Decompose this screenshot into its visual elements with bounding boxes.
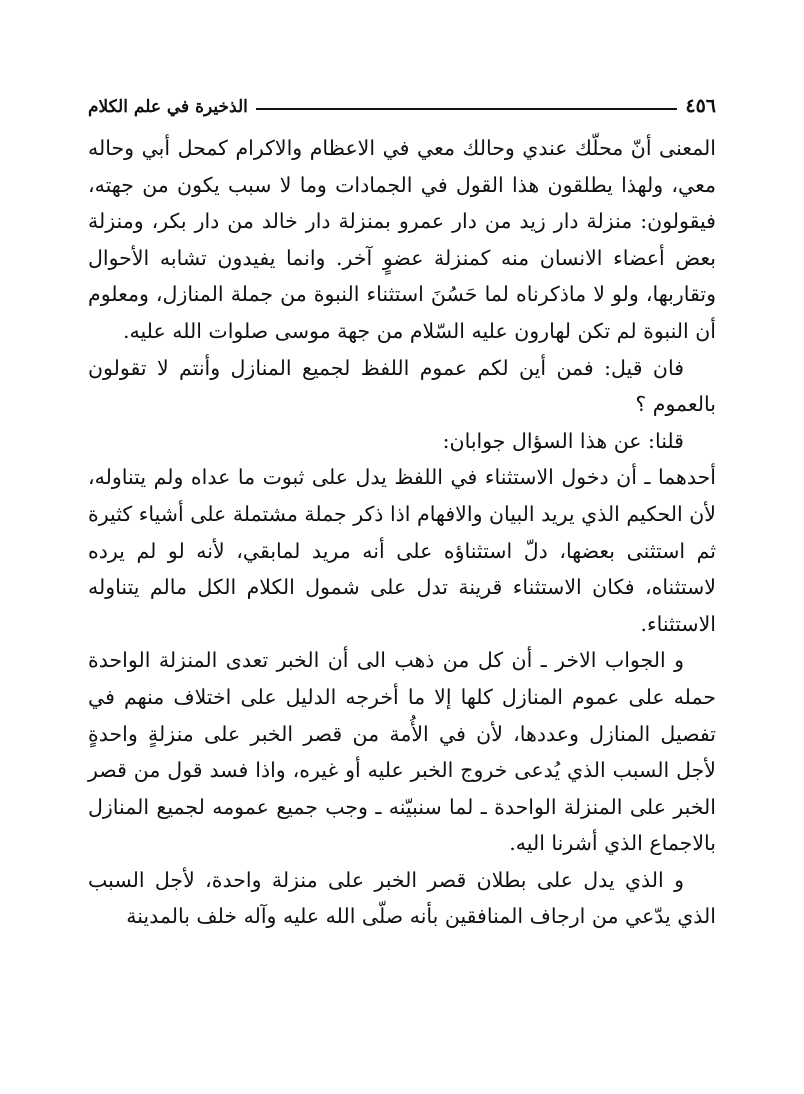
text-line: لأجل السبب الذي يُدعى خروج الخبر عليه أو غيره، واذا فسد قول من قصر [88, 758, 716, 783]
document-page [88, 90, 716, 935]
paragraph-3 [88, 423, 716, 460]
text-line: الأحوال وتقاربها، ولو لا ماذكرناه لما حَسُنَ استثناء النبوة من جملة [88, 245, 716, 307]
text-line: و الجواب الاخر ـ أن كل من ذهب الى أن الخبر تعدى المنزلة الواحدة [88, 648, 684, 673]
text-line: يتناوله، لأن الحكيم الذي يريد البيان والافهام اذا ذكر جملة مشتملة على [88, 465, 716, 526]
text-line: بالاجماع الذي أشرنا اليه. [509, 831, 716, 856]
text-line: فان قيل: فمن أين لكم عموم اللفظ لجميع المنازل وأنتم لا تقولون [88, 355, 684, 380]
text-line: قلنا: عن هذا السؤال جوابان: [442, 428, 684, 453]
text-line: أشياء كثيرة ثم استثنى بعضها، دلّ استثناؤه على أنه مريد لمابقي، لأنه لو [88, 501, 716, 563]
running-header [88, 90, 716, 116]
text-line: المعنى أنّ محلّك عندي وحالك معي في الاعظام والاكرام كمحل أبي [141, 136, 716, 160]
header-rule [256, 108, 678, 110]
paragraph-2 [88, 350, 716, 423]
text-line: ومنزلة بعض أعضاء الانسان منه كمنزلة عضوٍ آخر. وانما يفيدون تشابه [88, 209, 716, 270]
text-line: بالعموم ؟ [635, 392, 716, 417]
text-line: يتناوله الاستثناء. [88, 575, 716, 636]
paragraph-4 [88, 459, 716, 642]
page-number: ٤٥٦ [685, 95, 716, 117]
book-title: الذخيرة في علم الكلام [88, 97, 248, 117]
text-line: حمله على عموم المنازل كلها إلا ما أخرجه الدليل على اختلاف منهم في [88, 684, 716, 709]
text-line: وحاله معي، ولهذا يطلقون هذا القول في الجمادات وما لا سبب يكون من [88, 136, 716, 197]
text-line: الخبر على المنزلة الواحدة ـ لما سنبيّنه ـ وجب جميع عمومه لجميع المنازل [88, 794, 716, 819]
text-line: و الذي يدل على بطلان قصر الخبر على منزلة واحدة، لأجل السبب [88, 867, 684, 892]
body-text [88, 130, 716, 935]
text-line: لم يرده لاستثناه، فكان الاستثناء قرينة تدل على شمول الكلام الكل مالم [88, 538, 716, 600]
text-line: أحدهما ـ أن دخول الاستثناء في اللفظ يدل على ثبوت ما عداه ولم [153, 465, 716, 490]
paragraph-1 [88, 130, 716, 350]
text-line: صلوات الله عليه. [122, 318, 269, 343]
text-line: الذي يدّعي من ارجاف المنافقين بأنه صلّى الله عليه وآله خلف بالمدينة [126, 904, 716, 929]
paragraph-5 [88, 642, 716, 862]
text-line: تفصيل المنازل وعددها، لأن في الأُمة من قصر الخبر على منزلةٍ واحدةٍ [88, 721, 716, 746]
text-line: جهته، فيقولون: منزلة دار زيد من دار عمرو بمنزلة دار خالد من دار بكر، [88, 172, 716, 234]
text-line: المنازل، ومعلوم أن النبوة لم تكن لهارون عليه السّلام من جهة موسى [88, 282, 716, 343]
paragraph-6 [88, 862, 716, 935]
